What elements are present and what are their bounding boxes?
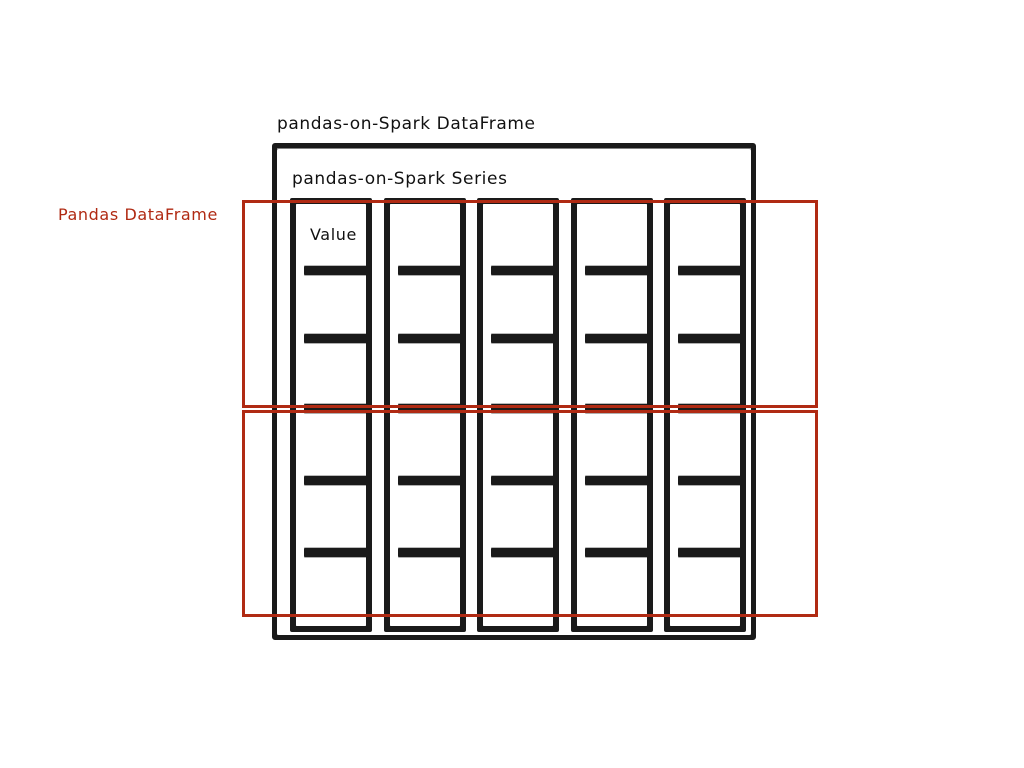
pandas-on-spark-dataframe-label: pandas-on-Spark DataFrame <box>277 114 536 134</box>
pandas-dataframe-label: Pandas DataFrame <box>58 205 218 224</box>
value-column-label: Value <box>310 225 357 244</box>
pandas-on-spark-series-label: pandas-on-Spark Series <box>292 169 508 189</box>
pandas-dataframe-box-bottom <box>242 410 818 617</box>
label-backdrop <box>228 204 242 228</box>
